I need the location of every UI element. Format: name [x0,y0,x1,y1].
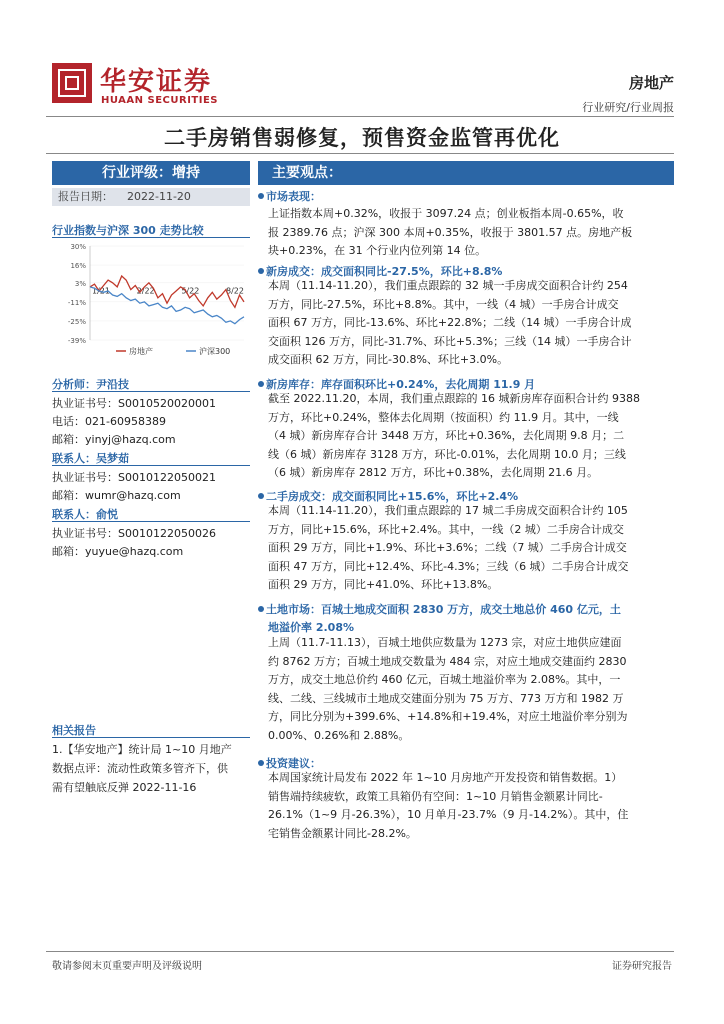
bullet-icon [258,268,264,274]
text-line: 线（6 城）新房库存 3128 万方，环比-0.01%，去化周期 10.0 月；三线 [268,447,626,461]
section-heading: 土地市场：百城土地成交面积 2830 万方，成交土地总价 460 亿元，土 [258,601,621,617]
text-line: 万方，同比-27.5%，环比+8.8%。其中，一线（4 城）一手房合计成交 [268,297,619,311]
text-line: （4 城）新房库存合计 3448 万方，环比+0.36%，去化周期 9.8 月；二 [268,429,625,442]
bullet-icon [258,381,264,387]
contact-license: 执业证书号：S0010122050021 [52,471,216,484]
section-heading: 新房成交：成交面积同比-27.5%，环比+8.8% [258,263,502,279]
section-heading: 市场表现： [258,188,321,204]
text-line: 交面积 126 万方，同比-31.7%、环比+5.3%；三线（14 城）一手房合计 [268,334,632,348]
sector-label: 房地产 [628,74,674,92]
bullet-icon [258,760,264,766]
y-tick-label: -25% [67,317,86,326]
y-tick-label: 30% [70,243,86,251]
text-line: 报 2389.76 点；沪深 300 本周+0.35%，收报于 3801.57 点。房地产板 [268,225,633,239]
contact-divider [52,521,250,522]
section-body [268,390,674,483]
related-reports-title: 相关报告 [52,724,96,737]
y-tick-label: 3% [74,279,86,288]
chart-title: 行业指数与沪深 300 走势比较 [52,224,204,237]
series-line-0 [90,276,244,307]
header-divider [46,116,674,117]
section-body [268,277,674,370]
chart-title-divider [52,237,250,238]
x-tick-label: 5/22 [181,286,200,296]
section-heading: 投资建议： [258,755,321,771]
y-tick-label: -39% [67,337,86,345]
section-body [268,769,674,843]
text-line: 万方，成交土地总价约 460 亿元，百城土地溢价率为 2.08%。其中，一 [268,673,621,686]
bullet-icon [258,193,264,199]
text-line: 本周（11.14-11.20），我们重点跟踪的 32 城一手房成交面积合计约 254 [268,279,628,292]
text-line: 26.1%（1~9 月-26.3%），10 月单月-23.7%（9 月-14.2%）。其中，住 [268,808,629,821]
text-line: 线、二线、三线城市土地成交建面分别为 75 万方、773 万方和 1982 万 [268,691,624,705]
section-heading: 二手房成交：成交面积同比+15.6%，环比+2.4% [258,488,518,504]
contact-email[interactable]: 邮箱：yuyue@hazq.com [52,545,184,558]
series-line-1 [90,287,244,324]
logo-icon [52,63,92,103]
x-tick-label: 8/22 [226,286,244,296]
text-line: 面积 67 万方，同比-13.6%、环比+22.8%；二线（14 城）一手房合计成 [268,316,632,329]
logo-text: 华安证券 [100,67,213,97]
bullet-icon [258,606,264,612]
text-line: 成交面积 62 万方，同比-30.8%、环比+3.0%。 [268,353,509,366]
related-report-line[interactable]: 需有望触底反弹 2022-11-16 [52,781,197,794]
legend-label: 房地产 [129,347,153,356]
footer-disclaimer[interactable]: 敬请参阅末页重要声明及评级说明 [52,961,202,972]
analyst-license: 执业证书号：S0010520020001 [52,397,216,410]
text-line: 上证指数本周+0.32%，收报于 3097.24 点；创业板指本周-0.65%，收 [268,207,624,220]
section-body [268,205,674,261]
page-title: 二手房销售弱修复，预售资金监管再优化 [164,126,560,150]
contact-license: 执业证书号：S0010122050026 [52,527,216,540]
text-line: 约 8762 万方；百城土地成交数量为 484 宗，对应土地成交建面约 2830 [268,654,627,668]
analyst-email[interactable]: 邮箱：yinyj@hazq.com [52,433,176,446]
text-line: 面积 47 万方，同比+12.4%、环比-4.3%；三线（6 城）二手房合计成交 [268,559,629,573]
industry-rating: 行业评级：增持 [52,161,250,185]
key-points-title: 主要观点： [272,165,342,181]
analyst-phone: 电话：021-60958389 [52,415,166,428]
text-line: 本周国家统计局发布 2022 年 1~10 月房地产开发投资和销售数据。1） [268,771,623,784]
y-tick-label: 16% [70,262,86,271]
title-divider [46,153,674,154]
contact-name: 联系人：俞悦 [52,508,118,521]
x-tick-label: 1/21 [92,286,110,296]
logo-english: HUAAN SECURITIES [101,95,218,106]
index-comparison-chart [52,240,252,365]
text-line: 万方，环比+0.24%，整体去化周期（按面积）约 11.9 月。其中，一线 [268,410,619,424]
text-line: 本周（11.14-11.20），我们重点跟踪的 17 城二手房成交面积合计约 105 [268,504,628,517]
text-line: 截至 2022.11.20，本周，我们重点跟踪的 16 城新房库存面积合计约 9388 [268,392,640,405]
related-divider [52,737,250,738]
section-heading: 新房库存：库存面积环比+0.24%，去化周期 11.9 月 [258,376,535,392]
legend-label: 沪深300 [199,347,231,356]
text-line: 万方，同比+15.6%，环比+2.4%。其中，一线（2 城）二手房合计成交 [268,522,624,536]
text-line: 方，同比分别为+399.6%、+14.8%和+19.4%，对应土地溢价率分别为 [268,710,628,723]
x-tick-label: 2/22 [136,286,155,296]
report-type: 行业研究/行业周报 [582,101,674,114]
section-body [268,502,674,595]
footer-divider [46,951,674,952]
related-report-line[interactable]: 1.【华安地产】统计局 1~10 月地产 [52,743,232,756]
related-report-line[interactable]: 数据点评：流动性政策多管齐下，供 [52,762,228,775]
analyst-name: 分析师：尹沿技 [52,378,129,391]
text-line: 宅销售金额累计同比-28.2%。 [268,826,417,840]
text-line: 0.00%、0.26%和 2.88%。 [268,728,410,742]
report-date [52,188,250,206]
contact-email[interactable]: 邮箱：wumr@hazq.com [52,489,181,502]
analyst-divider [52,391,250,392]
report-date-value: 2022-11-20 [127,190,191,203]
footer-report-type: 证券研究报告 [612,961,672,972]
text-line: 上周（11.7-11.13），百城土地供应数量为 1273 宗，对应土地供应建面 [268,636,622,649]
section-body [268,634,674,745]
section-heading-cont: 地溢价率 2.08% [268,621,354,634]
text-line: （6 城）新房库存 2812 万方，环比+0.38%，去化周期 21.6 月。 [268,466,599,479]
text-line: 面积 29 万方，同比+41.0%、环比+13.8%。 [268,578,499,591]
y-tick-label: -11% [67,298,86,307]
report-date-label: 报告日期： [58,190,113,203]
text-line: 面积 29 万方，同比+1.9%、环比+3.6%；二线（7 城）二手房合计成交 [268,541,627,554]
text-line: 销售端持续疲软，政策工具箱仍有空间：1~10 月销售金额累计同比- [268,789,603,803]
bullet-icon [258,493,264,499]
text-line: 块+0.23%，在 31 个行业内位列第 14 位。 [268,244,487,257]
contact-divider [52,465,250,466]
contact-name: 联系人：吴梦茹 [52,452,129,465]
